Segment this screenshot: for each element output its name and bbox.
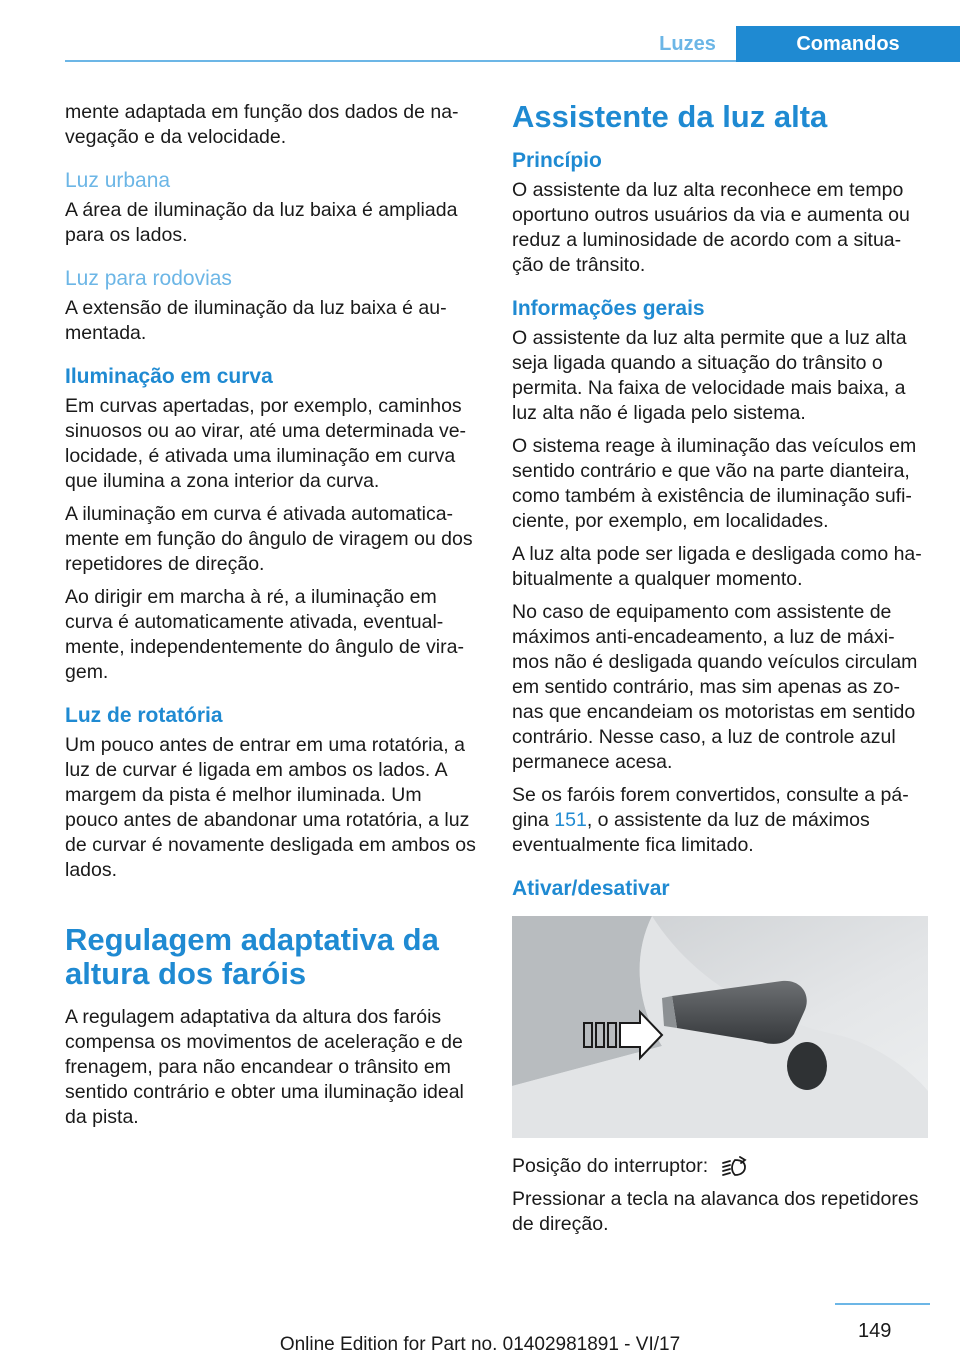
luz-rotatoria-heading: Luz de rotatória <box>65 704 223 727</box>
tab-comandos[interactable]: Comandos <box>736 26 960 62</box>
posicao-paragraph <box>512 1154 928 1179</box>
rotatoria-paragraph: Um pouco antes de entrar em uma rotatória, a luz de curvar é ligada em ambos os lados. A margem da pista é melhor iluminada. Um pouco antes de abandonar uma rotatória, a luz de curvar é novamente desligada em ambos os lados. <box>65 734 476 881</box>
principio-heading: Princípio <box>512 149 602 172</box>
iluminacao-curva-heading: Iluminação em curva <box>65 365 273 388</box>
info-paragraph-5-start: Se os faróis forem convertidos, consulte a pá-gina <box>512 784 909 831</box>
turn-signal-lever-illustration <box>512 916 928 1138</box>
curva-paragraph-1: Em curvas apertadas, por exemplo, caminhos sinuosos ou ao virar, até uma determinada ve-locidade, é ativada uma iluminação em curva que ilumina a zona interior da curva. <box>65 395 467 492</box>
footer-edition: Online Edition for Part no. 01402981891 - VI/17 <box>279 1334 681 1355</box>
info-paragraph-3: A luz alta pode ser ligada e desligada como ha-bitualmente a qualquer momento. <box>512 543 922 590</box>
ativar-desativar-heading: Ativar/desativar <box>512 877 670 900</box>
info-paragraph-4: No caso de equipamento com assistente de máximos anti-encadeamento, a luz de máxi-mos não é desligada quando veículos circulam em sentido contrário, mas sim apenas as zo-nas que encandeiam os motoristas em sentido contrário. Nesse caso, a luz de controle azul permanece acesa. <box>512 601 918 773</box>
luz-rodovias-heading: Luz para rodovias <box>65 267 232 290</box>
luz-rodovias-paragraph: A extensão de iluminação da luz baixa é au-mentada. <box>65 297 447 344</box>
info-paragraph-5 <box>512 783 928 858</box>
regulagem-paragraph: A regulagem adaptativa da altura dos faróis compensa os movimentos de aceleração e de frenagem, para não encandear o trânsito em sentido contrário e obter uma iluminação ideal da pista. <box>65 1006 464 1128</box>
informacoes-heading: Informações gerais <box>512 297 705 320</box>
principio-paragraph: O assistente da luz alta reconhece em tempo oportuno outros usuários da via e aumenta ou reduz a luminosidade de acordo com a situa-ção de trânsito. <box>512 179 910 276</box>
tab-luzes[interactable]: Luzes <box>659 32 716 55</box>
luz-urbana-paragraph: A área de iluminação da luz baixa é ampliada para os lados. <box>65 199 458 246</box>
pressionar-paragraph: Pressionar a tecla na alavanca dos repetidores de direção. <box>512 1188 919 1235</box>
page-link-151[interactable]: 151 <box>554 809 587 831</box>
info-paragraph-1: O assistente da luz alta permite que a luz alta seja ligada quando a situação do trânsito o permita. Na faixa de velocidade mais baixa, a luz alta não é ligada pelo sistema. <box>512 327 907 424</box>
info-paragraph-5-end: , o assistente da luz de máximos eventualmente fica limitado. <box>512 809 870 856</box>
left-column <box>65 100 480 1138</box>
assistente-heading: Assistente da luz alta <box>512 99 828 134</box>
posicao-label: Posição do interruptor: <box>512 1155 709 1177</box>
info-paragraph-2: O sistema reage à iluminação das veículos em sentido contrário e que vão na parte dianteira, como também à existência de iluminação sufi-ciente, por exemplo, em localidades. <box>512 435 917 532</box>
luz-urbana-heading: Luz urbana <box>65 169 171 192</box>
intro-paragraph: mente adaptada em função dos dados de na-vegação e da velocidade. <box>65 101 459 148</box>
curva-paragraph-3: Ao dirigir em marcha à ré, a iluminação em curva é automaticamente ativada, eventual-mente, independentemente do ângulo de vira-gem. <box>65 586 464 683</box>
regulagem-heading: Regulagem adaptativa da altura dos faróis <box>65 922 439 991</box>
right-column <box>512 100 928 1245</box>
page-number: 149 <box>858 1320 892 1342</box>
curva-paragraph-2: A iluminação em curva é ativada automatica-mente em função do ângulo de viragem ou dos repetidores de direção. <box>65 503 473 575</box>
high-beam-assistant-icon <box>720 1156 750 1178</box>
footer-rule <box>835 1303 930 1305</box>
